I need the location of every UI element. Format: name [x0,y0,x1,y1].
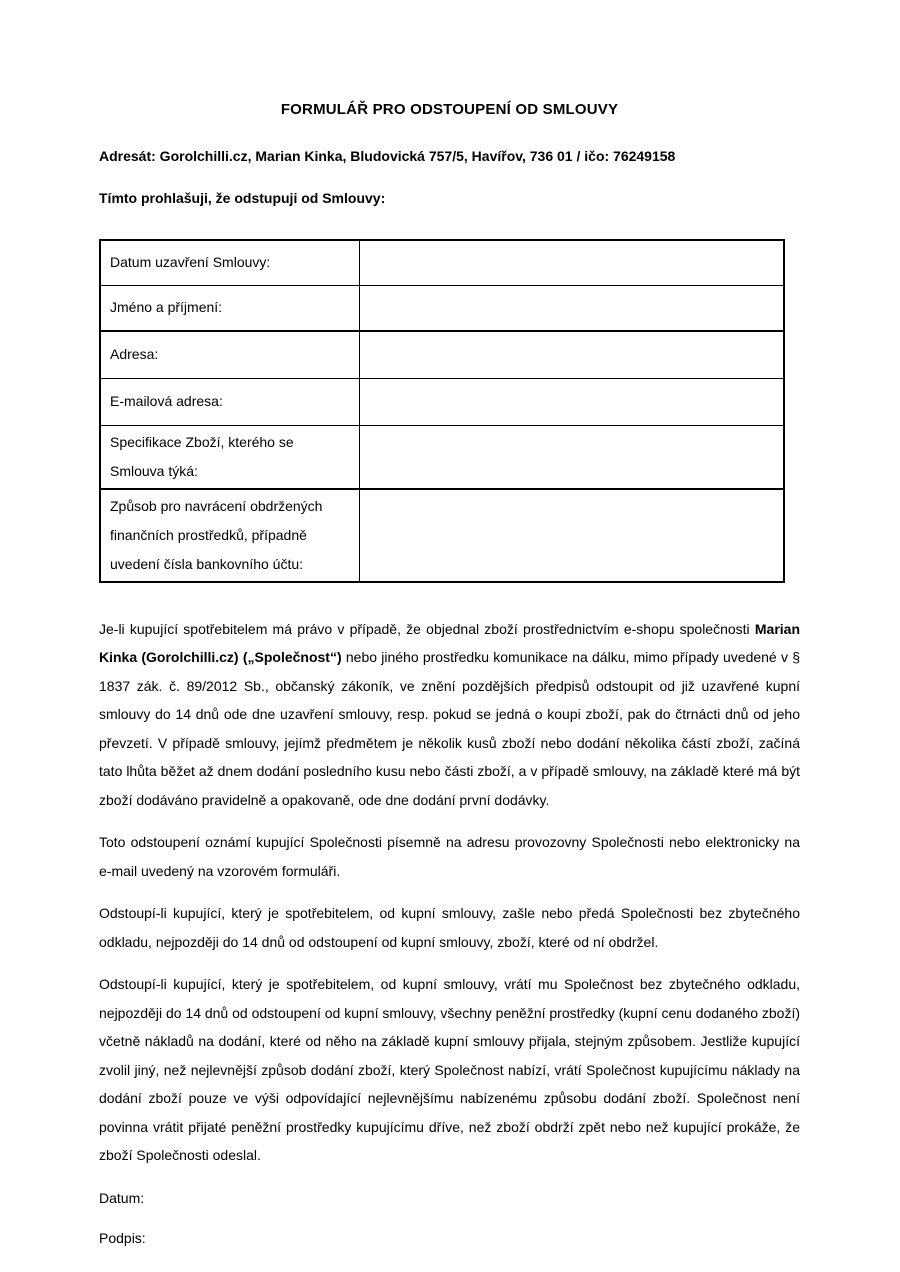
table-row-contract-date [100,240,784,285]
refund-method-field[interactable] [359,489,784,582]
address-field[interactable] [359,331,784,378]
table-row-address [100,331,784,378]
paragraph-refund-terms: Odstoupí-li kupující, který je spotřebitelem, od kupní smlouvy, vrátí mu Společnost bez zbytečného odkladu, nejpozději do 14 dnů od odstoupení od kupní smlouvy, všechny peněžní prostředky (kupní cenu dodaného zboží) včetně nákladů na dodání, které od něho na základě kupní smlouvy přijala, stejným způsobem. Jestliže kupující zvolil jiný, než nejlevnější způsob dodání zboží, který Společnost nabízí, vrátí Společnost kupujícímu náklady na dodání zboží pouze ve výši odpovídající nejlevnějšímu nabízenému způsobu dodání zboží. Společnost není povinna vrátit přijaté peněžní prostředky kupujícímu dříve, než zboží obdrží zpět nebo než kupující prokáže, že zboží Společnosti odeslal. [99,976,800,1163]
goods-specification-label: Specifikace Zboží, kterého se Smlouva týká: [100,425,359,489]
paragraph-return-goods: Odstoupí-li kupující, který je spotřebitelem, od kupní smlouvy, zašle nebo předá Společnosti bez zbytečného odkladu, nejpozději do 14 dnů od odstoupení od kupní smlouvy, zboží, které od ní obdržel. [99,905,800,950]
company-name-bold: Marian Kinka (Gorolchilli.cz) („Společnost“) [99,620,800,665]
table-row-full-name [100,285,784,331]
full-name-field[interactable] [359,285,784,331]
paragraph-withdrawal-right [99,615,800,815]
document-title: FORMULÁŘ PRO ODSTOUPENÍ OD SMLOUVY [280,101,619,118]
paragraph-notification: Toto odstoupení oznámí kupující Společnosti písemně na adresu provozovny Společnosti nebo elektronicky na e-mail uvedený na vzorovém formuláři. [99,834,800,879]
paragraph-1-text-before: Je-li kupující spotřebitelem má právo v případě, že objednal zboží prostřednictvím e-shopu společnosti [99,620,755,637]
contract-date-label: Datum uzavření Smlouvy: [100,240,359,285]
paragraph-1-text-after: nebo jiného prostředku komunikace na dálku, mimo případy uvedené v § 1837 zák. č. 89/2012 Sb., občanský zákoník, ve znění pozdějších předpisů odstoupit od již uzavřené kupní smlouvy do 14 dnů ode dne uzavření smlouvy, resp. pokud se jedná o koupi zboží, pak do čtrnácti dnů od jeho převzetí. V případě smlouvy, jejímž předmětem je několik kusů zboží nebo dodání několika částí zboží, začíná tato lhůta běžet až dnem dodání posledního kusu nebo části zboží, a v případě smlouvy, na základě které má být zboží dodáváno pravidelně a opakovaně, ode dne dodání první dodávky. [99,649,800,808]
declaration-line: Tímto prohlašuji, že odstupuji od Smlouvy: [99,190,386,206]
address-label: Adresa: [100,331,359,378]
full-name-label: Jméno a příjmení: [100,285,359,331]
addressee-line: Adresát: Gorolchilli.cz, Marian Kinka, Bludovická 757/5, Havířov, 736 01 / ičo: 76249158 [99,148,676,164]
refund-method-label: Způsob pro navrácení obdržených finančních prostředků, případně uvedení čísla bankovního účtu: [100,489,359,582]
goods-specification-field[interactable] [359,425,784,489]
table-row-goods-specification [100,425,784,489]
contract-date-field[interactable] [359,240,784,285]
email-field[interactable] [359,378,784,425]
signature-label: Podpis: [99,1230,146,1246]
table-row-refund-method [100,489,784,582]
withdrawal-form-table [99,239,785,583]
date-label: Datum: [99,1189,145,1206]
email-label: E-mailová adresa: [100,378,359,425]
table-row-email [100,378,784,425]
